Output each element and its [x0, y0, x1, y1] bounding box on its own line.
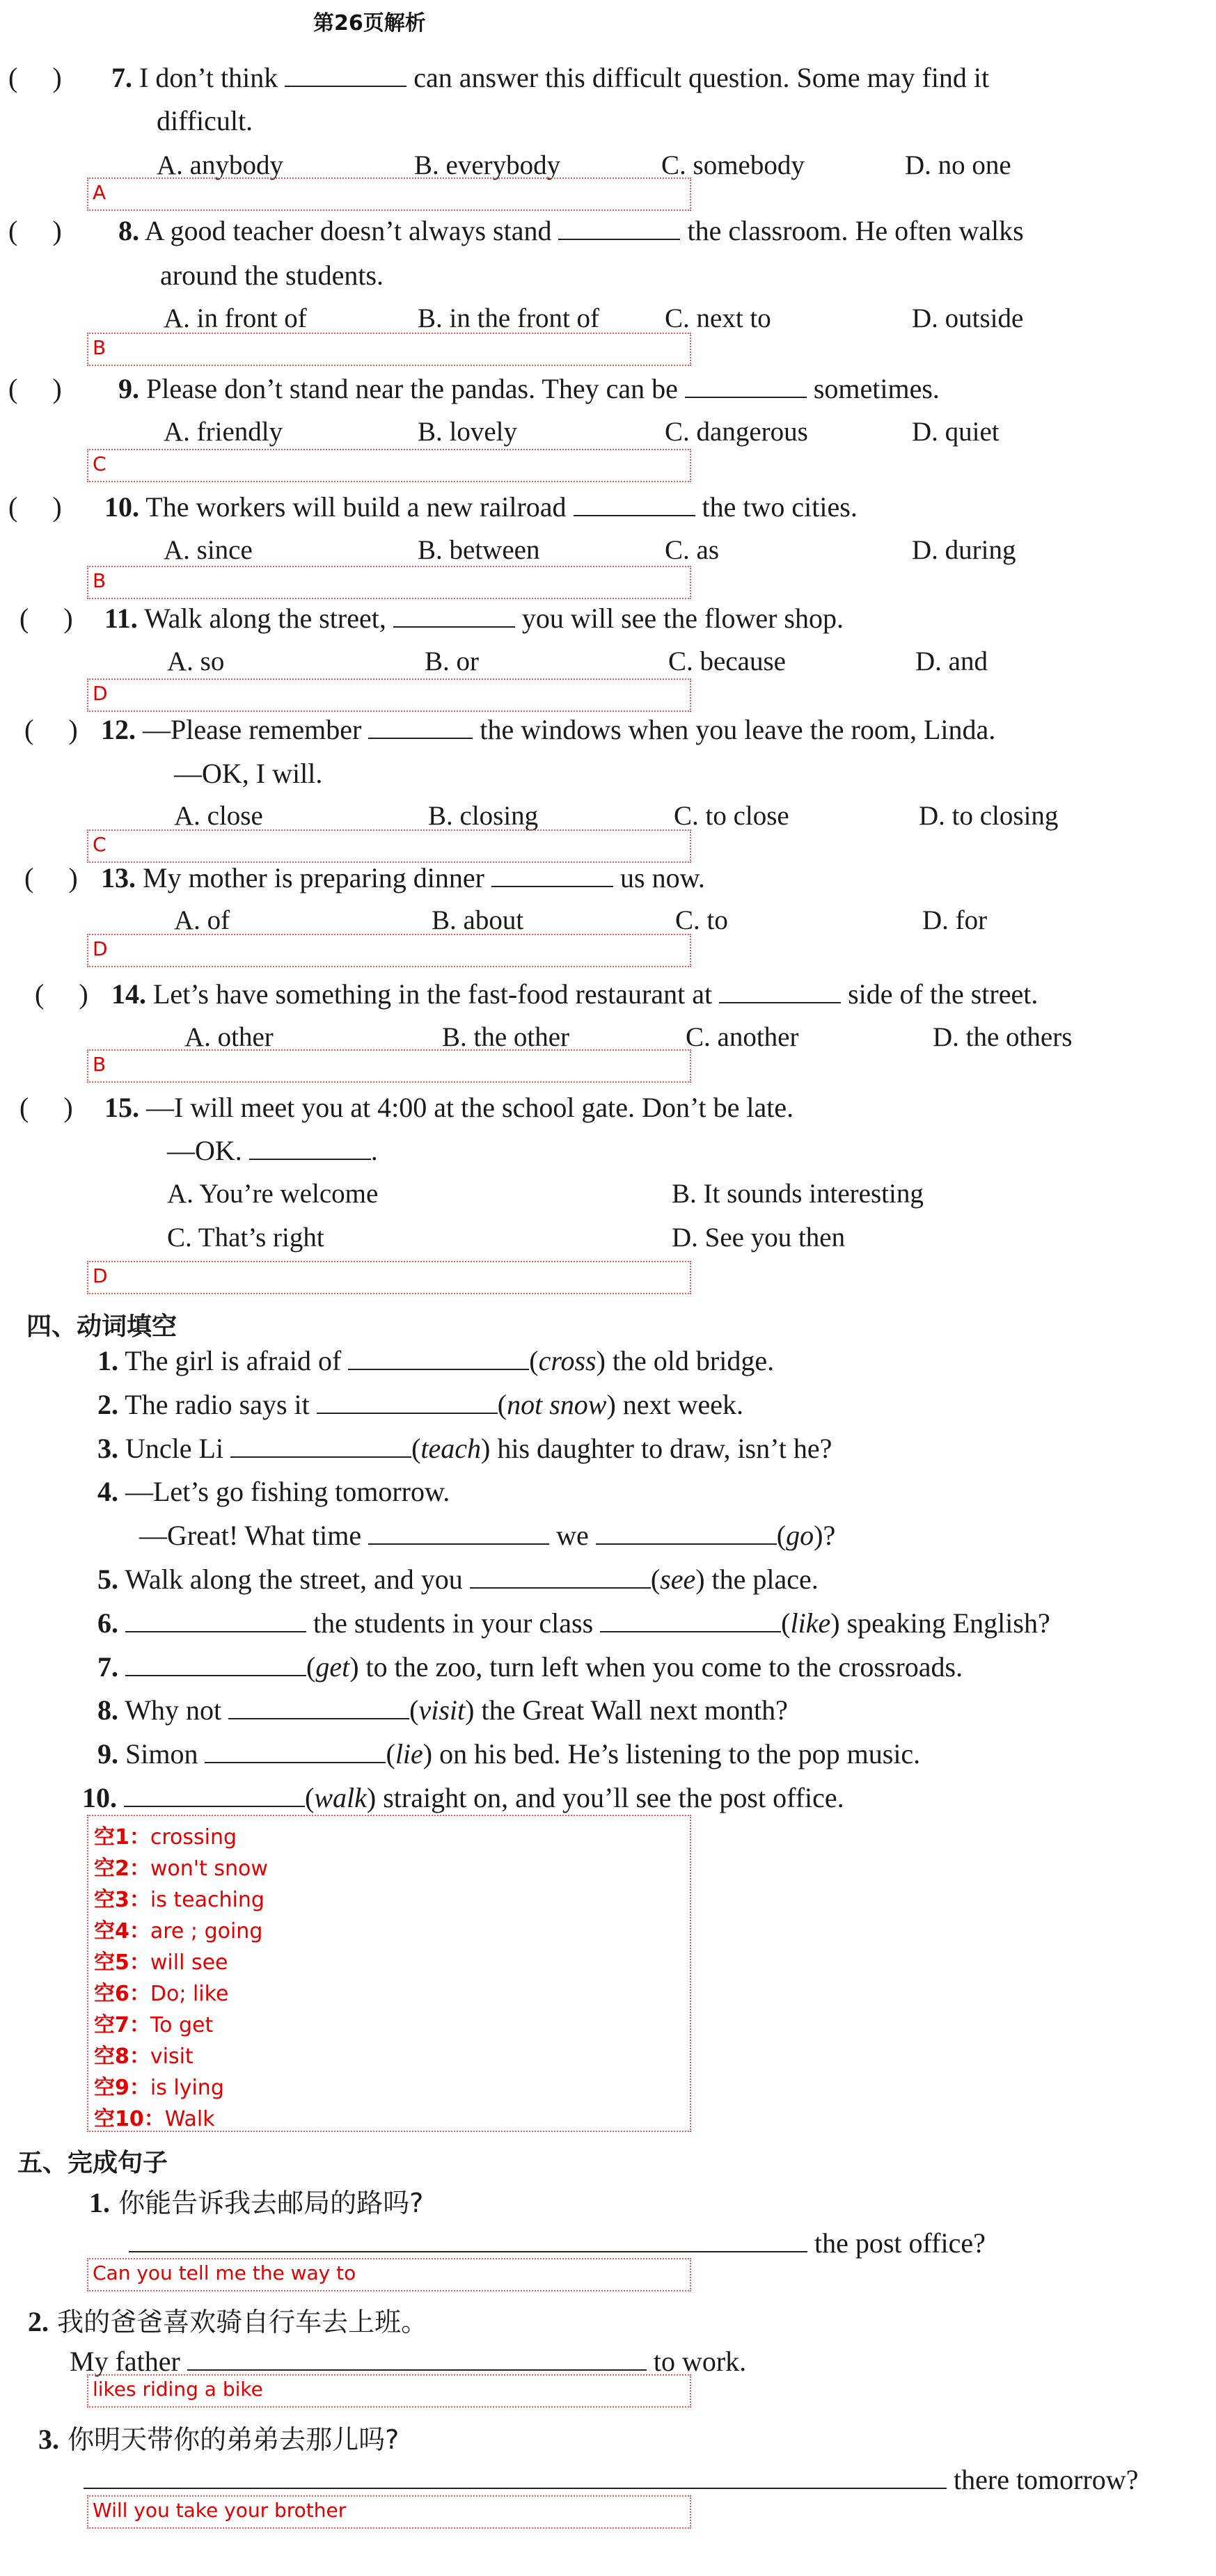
option-c: C. to close [674, 801, 789, 831]
option-b: B. lovely [418, 417, 517, 447]
answer-box: likes riding a bike [87, 2374, 691, 2408]
option-a: A. other [184, 1022, 274, 1052]
fill-item-6: 6. the students in your class (like) speaking English? [97, 1607, 1050, 1639]
fill-item-3: 3. Uncle Li (teach) his daughter to draw, isn’t he? [97, 1433, 832, 1464]
answer-paren: ( ) [8, 491, 62, 523]
answer-paren: ( ) [19, 1092, 73, 1123]
option-a: A. so [167, 646, 225, 676]
option-a: A. friendly [164, 417, 283, 447]
answer-blank [719, 981, 841, 1003]
sentence-line-1: the post office? [129, 2227, 986, 2260]
option-b: B. It sounds interesting [672, 1179, 924, 1209]
answer-blank [348, 1348, 529, 1370]
question-number: 10. [104, 491, 139, 523]
answer-box: B [87, 566, 691, 599]
answer-box: D [87, 1261, 691, 1294]
question-line: —OK, I will. [174, 758, 323, 789]
answer-blank [491, 865, 613, 887]
answer-blank [249, 1138, 371, 1160]
answer-box: C [87, 449, 691, 482]
question-13: 13. My mother is preparing dinner us now. [101, 862, 705, 893]
option-c: C. next to [665, 303, 771, 333]
answer-blank [470, 1566, 651, 1589]
question-9: 9. Please don’t stand near the pandas. They can be sometimes. [118, 373, 940, 404]
question-number: 9. [118, 373, 139, 404]
answer-blank [125, 1610, 306, 1632]
fill-item-4: 4. —Let’s go fishing tomorrow. [97, 1476, 450, 1507]
answer-blank [285, 65, 406, 87]
option-a: A. anybody [157, 150, 283, 180]
answer-line: 空9：is lying [94, 2076, 224, 2100]
question-number: 14. [111, 978, 146, 1010]
sentence-line-3: there tomorrow? [84, 2463, 1138, 2497]
sentence-item-2: 2. 我的爸爸喜欢骑自行车去上班。 [28, 2306, 428, 2337]
answer-paren: ( ) [8, 373, 62, 404]
question-10: 10. The workers will build a new railroad the two cities. [104, 491, 858, 523]
option-a: A. since [164, 535, 253, 565]
option-b: B. in the front of [418, 303, 600, 333]
answer-box: D [87, 934, 691, 967]
answer-blank [205, 1741, 386, 1763]
section-heading: 四、动词填空 [26, 1312, 177, 1341]
fill-item-5: 5. Walk along the street, and you (see) the place. [97, 1564, 819, 1595]
question-line: —OK. . [167, 1135, 378, 1166]
option-b: B. everybody [414, 150, 561, 180]
option-d: D. quiet [912, 417, 1000, 447]
answer-blank [84, 2467, 947, 2489]
sentence-item-1: 1. 你能告诉我去邮局的路吗? [89, 2187, 424, 2218]
answer-box: D [87, 678, 691, 712]
question-number: 8. [118, 215, 139, 246]
answer-blank [228, 1697, 409, 1719]
answer-paren: ( ) [35, 978, 88, 1010]
question-15: 15. —I will meet you at 4:00 at the school gate. Don’t be late. [104, 1092, 794, 1123]
answer-line: 空4：are ; going [94, 1919, 263, 1943]
answer-blank [125, 1654, 306, 1676]
answer-blank [317, 1392, 498, 1414]
option-a: A. You’re welcome [167, 1179, 379, 1209]
question-number: 11. [104, 603, 138, 634]
fill-item-10: 10. (walk) straight on, and you’ll see the post office. [82, 1782, 844, 1813]
option-c: C. somebody [661, 150, 805, 180]
answer-paren: ( ) [24, 714, 78, 745]
answer-paren: ( ) [19, 603, 73, 634]
answer-box: A [87, 177, 691, 211]
page-title: 第26页解析 [313, 11, 426, 35]
question-12: 12. —Please remember the windows when you leave the room, Linda. [101, 714, 996, 745]
fill-item-9: 9. Simon (lie) on his bed. He’s listening to the pop music. [97, 1738, 921, 1770]
answer-line: 空10：Walk [94, 2107, 215, 2131]
answer-line: 空2：won't snow [94, 1857, 268, 1881]
answer-line: 空1：crossing [94, 1825, 237, 1850]
option-b: B. between [418, 535, 540, 565]
answer-paren: ( ) [8, 62, 62, 93]
option-c: C. because [668, 646, 786, 676]
question-number: 12. [101, 714, 136, 745]
fill-item-8: 8. Why not (visit) the Great Wall next month? [97, 1694, 788, 1726]
option-b: B. the other [442, 1022, 570, 1052]
answer-box: C [87, 829, 691, 863]
answer-blank [230, 1436, 411, 1458]
question-14: 14. Let’s have something in the fast-food restaurant at side of the street. [111, 978, 1039, 1010]
question-11: 11. Walk along the street, you will see the flower shop. [104, 603, 844, 634]
answer-paren: ( ) [24, 862, 78, 893]
option-b: B. closing [428, 801, 539, 831]
answer-box: B [87, 1049, 691, 1083]
answer-blank [124, 1785, 305, 1807]
sentence-item-3: 3. 你明天带你的弟弟去那儿吗? [38, 2424, 400, 2455]
option-d: D. the others [933, 1022, 1073, 1052]
answer-blank [558, 218, 680, 240]
answer-blank [129, 2230, 807, 2252]
option-d: D. and [915, 646, 988, 676]
question-line: difficult. [157, 105, 253, 136]
answer-line: 空8：visit [94, 2044, 194, 2069]
answer-blank [187, 2348, 647, 2371]
answer-blank [685, 376, 807, 398]
fill-item-7: 7. (get) to the zoo, turn left when you come to the crossroads. [97, 1651, 963, 1683]
answer-blank [368, 1522, 549, 1545]
fill-item-2: 2. The radio says it (not snow) next week. [97, 1389, 744, 1420]
option-c: C. to [675, 905, 728, 935]
fill-item-4-line2: —Great! What time we (go)? [139, 1520, 836, 1551]
answer-line: 空6：Do; like [94, 1982, 229, 2006]
option-d: D. outside [912, 303, 1024, 333]
option-c: C. That’s right [167, 1223, 324, 1253]
question-8: 8. A good teacher doesn’t always stand the classroom. He often walks [118, 215, 1024, 246]
verb-answers-box [87, 1815, 691, 2132]
option-d: D. no one [905, 150, 1011, 180]
answer-blank [393, 605, 515, 628]
option-d: D. See you then [672, 1223, 846, 1253]
option-c: C. another [686, 1022, 799, 1052]
option-d: D. to closing [919, 801, 1059, 831]
option-a: A. in front of [164, 303, 307, 333]
option-c: C. dangerous [665, 417, 808, 447]
option-a: A. of [174, 905, 230, 935]
option-a: A. close [174, 801, 263, 831]
answer-blank [368, 717, 473, 739]
question-line: around the students. [160, 260, 384, 291]
option-c: C. as [665, 535, 719, 565]
fill-item-1: 1. The girl is afraid of (cross) the old bridge. [97, 1345, 775, 1376]
option-b: B. or [425, 646, 479, 676]
answer-box: Will you take your brother [87, 2495, 691, 2529]
question-7: 7. I don’t think can answer this difficult question. Some may find it [111, 62, 990, 93]
question-number: 7. [111, 62, 132, 93]
section-heading: 五、完成句子 [17, 2149, 168, 2177]
sentence-line-2: My father to work. [70, 2346, 747, 2377]
answer-line: 空7：To get [94, 2013, 214, 2037]
answer-blank [596, 1522, 777, 1545]
option-d: D. during [912, 535, 1016, 565]
answer-blank [574, 494, 695, 516]
answer-paren: ( ) [8, 215, 62, 246]
answer-box: Can you tell me the way to [87, 2258, 691, 2291]
option-d: D. for [922, 905, 988, 935]
answer-line: 空3：is teaching [94, 1888, 264, 1912]
answer-line: 空5：will see [94, 1950, 228, 1975]
option-b: B. about [432, 905, 524, 935]
question-number: 13. [101, 862, 136, 893]
question-number: 15. [104, 1092, 139, 1123]
answer-blank [600, 1610, 781, 1632]
answer-box: B [87, 333, 691, 366]
